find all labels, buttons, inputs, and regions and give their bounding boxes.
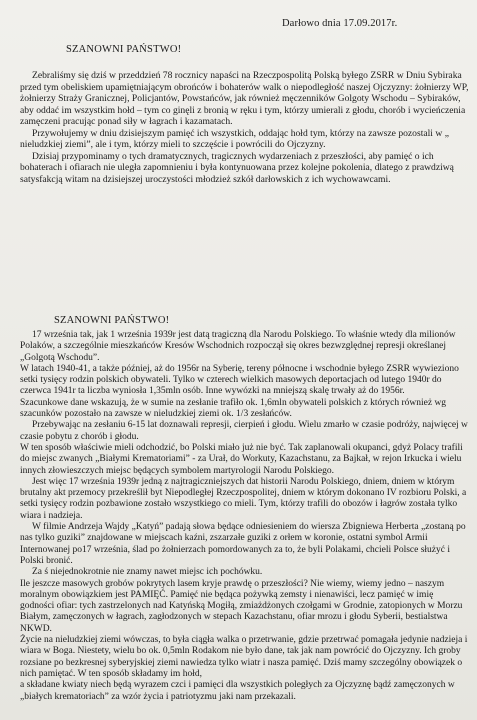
paragraph: Za ś niejednokrotnie nie znamy nawet miejsc ich pochówku.	[32, 567, 263, 578]
paragraph: a składane kwiaty niech będą wyrazem czci i pamięci dla wszystkich poległych za Ojczyznę bądź zamęczonych w „białych krematoriach” za wzór życia i patriotyzmu jaki nam przekazali.	[20, 680, 455, 702]
salutation-2: SZANOWNI PAŃSTWO!	[54, 315, 170, 326]
paragraph: Ile jeszcze masowych grobów pokrytych lasem kryje prawdę o przeszłości? Nie wiemy, wiemy jedno – naszym moralnym obowiązkiem jest PAMIĘĆ. Pamięć nie będąca pożywką zemsty i nienawiści, lecz pamięć w imię godności ofiar: tych zastrzelonych nad Katyńską Mogiłą, zmiażdżonych czołgami w Grodnie, zatopionych w Morzu Białym, zamęczonych w łagrach, zagłodzonych w stepach Kazachstanu, ofiar mrozu i głodu Syberii, bestialstwa NKWD.	[20, 578, 463, 634]
salutation-1: SZANOWNI PAŃSTWO!	[66, 44, 182, 55]
paragraph: Życie na nieludzkiej ziemi wówczas, to była ciągła walka o przetrwanie, gdzie przetrwać pomagała jedynie nadzieja i wiara w Boga. Niestety, wielu bo ok. 0,5mln Rodakom nie było dane, tak jak nam powrócić do Ojczyzny. Ich groby rozsiane po bezkresnej syberyjskiej ziemi nawiedza tylko wiatr i nasza pamięć. Dziś mamy szczególny obowiązek o nich pamiętać. W ten sposób składamy im hołd,	[20, 635, 468, 679]
date-line: Darłowo dnia 17.09.2017r.	[282, 18, 398, 29]
paragraph: W filmie Andrzeja Wajdy „Katyń” padają słowa będące odniesieniem do wiersza Zbigniewa Herberta „zostaną po nas tylko guziki” znajdowane w miejscach kaźni, zszarzałe guziki z orłem w koronie, ostatni symbol Armii Internowanej po17 września, ślad po żołnierzach pomordowanych za to, że byli Polakami, chcieli Polsce służyć i Polski bronić.	[20, 522, 466, 566]
section-2	[20, 330, 469, 703]
paragraph: Przebywając na zesłaniu 6-15 lat doznawali represji, cierpień i głodu. Wielu zmarło w czasie podróży, najwięcej w czasie pobytu z chorób i głodu.	[20, 420, 468, 442]
paragraph: 17 września tak, jak 1 września 1939r jest datą tragiczną dla Narodu Polskiego. To właśnie wtedy dla milionów Polaków, a szczególnie mieszkańców Kresów Wschodnich rozpoczął się okres bezwzględnej represji określanej „Golgotą Wschodu”.	[20, 330, 456, 363]
paragraph: Jest więc 17 września 1939r jedną z najtragiczniejszych dat historii Narodu Polskiego, dniem, dniem w którym brutalny akt przemocy przekreślił byt Niepodległej Rzeczpospolitej, dniem w którym dokonano IV rozbioru Polski, a setki tysięcy rodzin pozbawione zostało wszystkiego co mieli. Tym, którzy trafili do obozów i łagrów została tylko wiara i nadzieja.	[20, 476, 467, 521]
paragraph: Dzisiaj przypominamy o tych dramatycznych, tragicznych wydarzeniach z przeszłości, aby pamięć o ich bohaterach i ofiarach nie uległa zapomnieniu i była kontynuowana przez kolejne pokolenia, dlatego z prawdziwą satysfakcją witam na dzisiejszej uroczystości młodzież szkół darłowskich z ich wychowawcami.	[20, 150, 454, 185]
paragraph: Szacunkowe dane wskazują, że w sumie na zesłanie trafiło ok. 1,6mln obywateli polskich z których również wg szacunków pozostało na zawsze w nieludzkiej ziemi ok. 1/3 zesłańców.	[20, 397, 447, 420]
paragraph: Zebraliśmy się dziś w przeddzień 78 rocznicy napaści na Rzeczpospolitą Polską byłego ZSRR w Dniu Sybiraka przed tym obeliskiem upamiętniającym obrońców i bohaterów walk o niepodległość naszej Ojczyzny: żołnierzy WP, żołnierzy Straży Granicznej, Policjantów, Powstańców, jak również męczenników Golgoty Wschodu – Sybiraków, aby oddać im wszystkim hołd – tym co ginęli z bronią w ręku i tym, którzy umierali z głodu, chorób i wycieńczenia zamęczeni pracując ponad siły w łagrach i kazamatach.	[20, 70, 469, 127]
section-1	[20, 70, 469, 185]
paragraph: Przywołujemy w dniu dzisiejszym pamięć ich wszystkich, oddając hołd tym, którzy na zawsze pozostali w „ nieludzkiej ziemi”, ale i tym, którzy mieli to szczęście i powrócili do Ojczyzny.	[20, 127, 449, 150]
paragraph: W latach 1940-41, a także później, aż do 1956r na Syberię, tereny północne i wschodnie byłego ZSRR wywieziono setki tysięcy rodzin polskich obywateli. Tylko w czterech wielkich masowych deportacjach od lutego 1940r do czerwca 1941r ta liczba wyniosła 1,35mln osób. Inne wywózki na mniejszą skalę trwały aż do 1956r.	[20, 363, 459, 397]
paragraph: W ten sposób właściwie mieli odchodzić, bo Polski miało już nie być. Tak zaplanowali okupanci, gdyż Polacy trafili do miejsc zwanych „Białymi Krematoriami” - za Urał, do Workuty, Kazachstanu, za Bajkał, w rejon Irkucka i wielu innych złowieszczych miejsc będących symbolem martyrologii Narodu Polskiego.	[20, 442, 463, 476]
